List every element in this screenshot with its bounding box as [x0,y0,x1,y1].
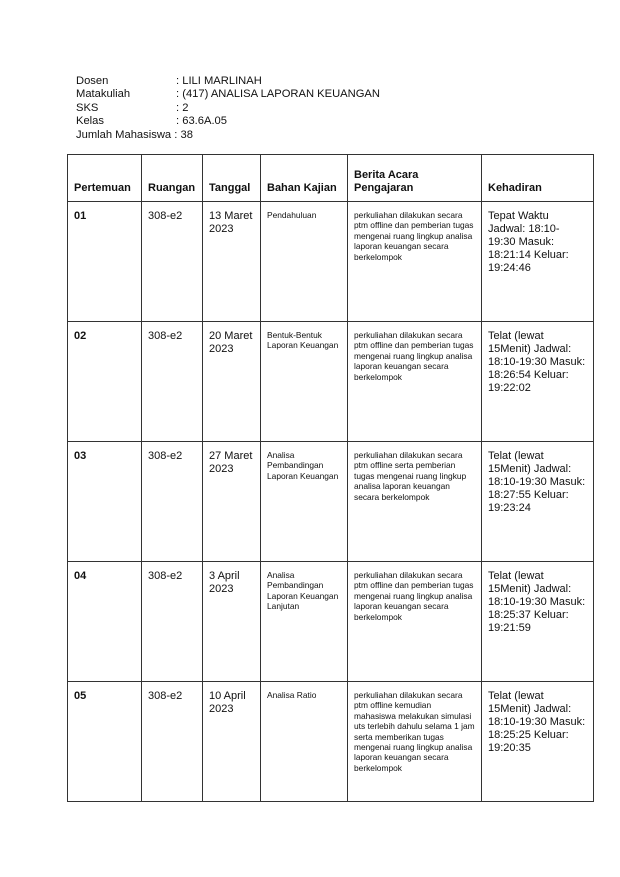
col-header-bahan-kajian: Bahan Kajian [261,155,348,202]
berita-acara-cell: perkuliahan dilakukan secara ptm offline dan pemberian tugas mengenai ruang lingkup analisa laporan keuangan secara berkelompok [348,202,482,322]
col-header-kehadiran: Kehadiran [482,155,594,202]
sks-value: : 2 [176,101,189,114]
pertemuan-cell: 01 [68,202,142,322]
jumlah-label: Jumlah Mahasiswa [76,128,172,141]
matakuliah-label: Matakuliah [76,88,131,101]
header-row-kelas [76,115,380,128]
sks-label: SKS [76,101,99,114]
pertemuan-cell: 02 [68,322,142,442]
dosen-label: Dosen [76,75,109,87]
kehadiran-cell: Telat (lewat 15Menit) Jadwal: 18:10-19:30 Masuk: 18:27:55 Keluar: 19:23:24 [482,442,594,562]
matakuliah-value: : (417) ANALISA LAPORAN KEUANGAN [176,88,380,101]
ruangan-cell: 308-e2 [142,562,203,682]
tanggal-cell: 10 April 2023 [203,682,261,802]
dosen-value: : LILI MARLINAH [176,75,262,87]
kehadiran-cell: Telat (lewat 15Menit) Jadwal: 18:10-19:30 Masuk: 18:26:54 Keluar: 19:22:02 [482,322,594,442]
bahan-kajian-cell: Analisa Pembandingan Laporan Keuangan Lanjutan [261,562,348,682]
berita-acara-cell: perkuliahan dilakukan secara ptm offline kemudian mahasiswa melakukan simulasi uts terlebih dahulu selama 1 jam serta memberikan tugas mengenai ruang lingkup analisa laporan keuangan secara berkelompok [348,682,482,802]
ruangan-cell: 308-e2 [142,682,203,802]
course-header [76,75,380,142]
table-row [68,682,594,802]
header-row-jumlah [76,129,380,142]
bahan-kajian-cell: Analisa Ratio [261,682,348,802]
header-row-sks [76,102,380,115]
table-header-row [68,155,594,202]
header-row-matakuliah [76,88,380,101]
col-header-ruangan: Ruangan [142,155,203,202]
pertemuan-cell: 05 [68,682,142,802]
kehadiran-cell: Tepat Waktu Jadwal: 18:10-19:30 Masuk: 18:21:14 Keluar: 19:24:46 [482,202,594,322]
header-row-dosen [76,75,380,88]
pertemuan-cell: 04 [68,562,142,682]
tanggal-cell: 27 Maret 2023 [203,442,261,562]
tanggal-cell: 20 Maret 2023 [203,322,261,442]
kelas-label: Kelas [76,115,104,128]
table-row [68,322,594,442]
col-header-tanggal: Tanggal [203,155,261,202]
table-row [68,202,594,322]
berita-acara-cell: perkuliahan dilakukan secara ptm offline dan pemberian tugas mengenai ruang lingkup analisa laporan keuangan secara berkelompok [348,562,482,682]
bahan-kajian-cell: Bentuk-Bentuk Laporan Keuangan [261,322,348,442]
kehadiran-cell: Telat (lewat 15Menit) Jadwal: 18:10-19:30 Masuk: 18:25:25 Keluar: 19:20:35 [482,682,594,802]
pertemuan-cell: 03 [68,442,142,562]
ruangan-cell: 308-e2 [142,202,203,322]
kelas-value: : 63.6A.05 [176,115,228,128]
bahan-kajian-cell: Analisa Pembandingan Laporan Keuangan [261,442,348,562]
ruangan-cell: 308-e2 [142,442,203,562]
berita-acara-cell: perkuliahan dilakukan secara ptm offline serta pemberian tugas mengenai ruang lingkup analisa laporan keuangan secara berkelompok [348,442,482,562]
bahan-kajian-cell: Pendahuluan [261,202,348,322]
table-row [68,562,594,682]
jumlah-value: : 38 [174,128,193,141]
col-header-berita-acara: Berita Acara Pengajaran [348,155,482,202]
table-row [68,442,594,562]
berita-acara-cell: perkuliahan dilakukan secara ptm offline dan pemberian tugas mengenai ruang lingkup analisa laporan keuangan secara berkelompok [348,322,482,442]
tanggal-cell: 3 April 2023 [203,562,261,682]
ruangan-cell: 308-e2 [142,322,203,442]
tanggal-cell: 13 Maret 2023 [203,202,261,322]
kehadiran-cell: Telat (lewat 15Menit) Jadwal: 18:10-19:30 Masuk: 18:25:37 Keluar: 19:21:59 [482,562,594,682]
attendance-table [67,154,594,802]
col-header-pertemuan: Pertemuan [68,155,142,202]
